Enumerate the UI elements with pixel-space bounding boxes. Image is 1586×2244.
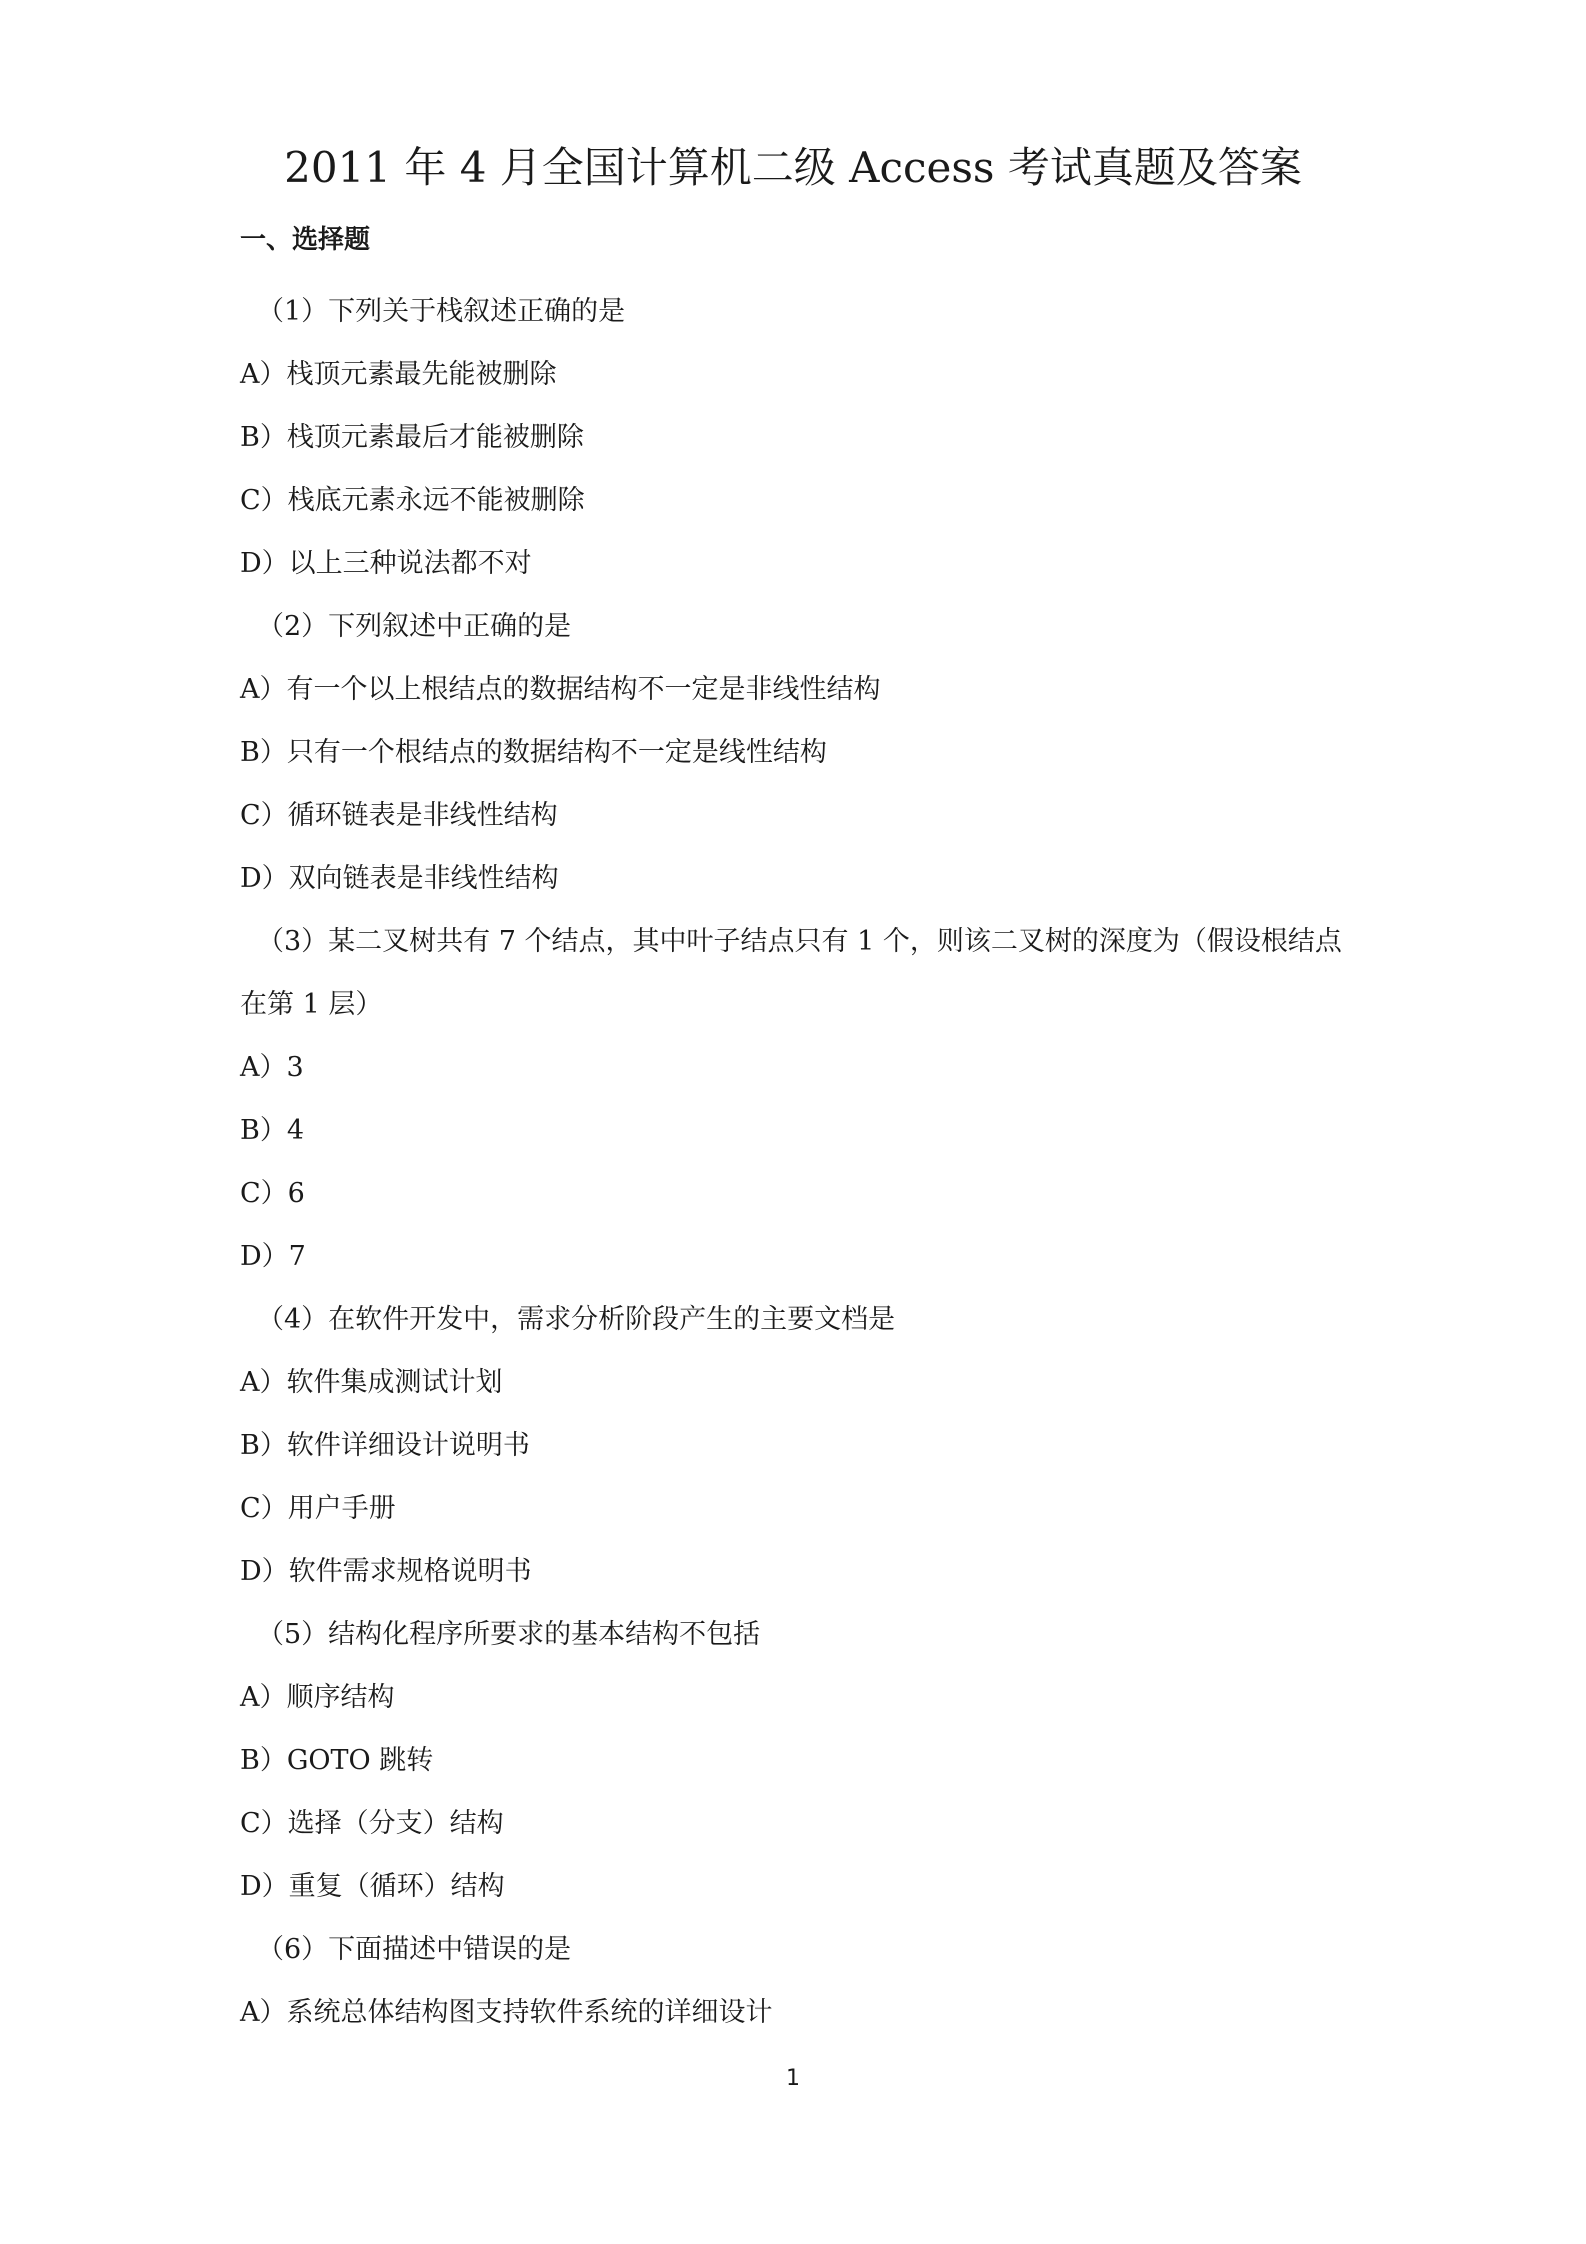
question-4-stem: （4）在软件开发中，需求分析阶段产生的主要文档是: [257, 1304, 896, 1335]
question-2-stem: （2）下列叙述中正确的是: [257, 611, 572, 642]
question-5-option-c: C）选择（分支）结构: [240, 1808, 504, 1839]
question-3-option-a: A）3: [240, 1052, 304, 1083]
page-number: 1: [786, 2066, 800, 2091]
question-3-option-d: D）7: [240, 1241, 306, 1272]
question-1-option-b: B）栈顶元素最后才能被删除: [240, 422, 584, 453]
question-5-option-a: A）顺序结构: [240, 1682, 395, 1713]
question-4-option-a: A）软件集成测试计划: [240, 1367, 503, 1398]
question-5-option-b: B）GOTO 跳转: [240, 1745, 434, 1776]
question-2-option-c: C）循环链表是非线性结构: [240, 800, 558, 831]
question-4-option-c: C）用户手册: [240, 1493, 396, 1524]
question-4-option-d: D）软件需求规格说明书: [240, 1556, 532, 1587]
question-4-option-b: B）软件详细设计说明书: [240, 1430, 530, 1461]
question-1-option-d: D）以上三种说法都不对: [240, 548, 532, 579]
section-heading: 一、选择题: [240, 225, 371, 255]
question-list: [240, 280, 1360, 2044]
question-5-option-d: D）重复（循环）结构: [240, 1871, 505, 1902]
question-1-stem: （1）下列关于栈叙述正确的是: [257, 296, 626, 327]
question-3-stem: （3）某二叉树共有 7 个结点，其中叶子结点只有 1 个，则该二叉树的深度为（假设根结点: [257, 926, 1342, 957]
question-2-option-b: B）只有一个根结点的数据结构不一定是线性结构: [240, 737, 827, 768]
question-6-stem: （6）下面描述中错误的是: [257, 1934, 572, 1965]
question-2-option-a: A）有一个以上根结点的数据结构不一定是非线性结构: [240, 674, 881, 705]
question-1-option-a: A）栈顶元素最先能被删除: [240, 359, 557, 390]
question-6-option-a: A）系统总体结构图支持软件系统的详细设计: [240, 1997, 773, 2028]
question-3-option-b: B）4: [240, 1115, 305, 1146]
question-1-option-c: C）栈底元素永远不能被删除: [240, 485, 585, 516]
question-5-stem: （5）结构化程序所要求的基本结构不包括: [257, 1619, 761, 1650]
question-2-option-d: D）双向链表是非线性结构: [240, 863, 559, 894]
document-title: 2011 年 4 月全国计算机二级 Access 考试真题及答案: [284, 143, 1302, 192]
question-3-stem-continued: 在第 1 层）: [240, 989, 383, 1020]
question-3-option-c: C）6: [240, 1178, 305, 1209]
